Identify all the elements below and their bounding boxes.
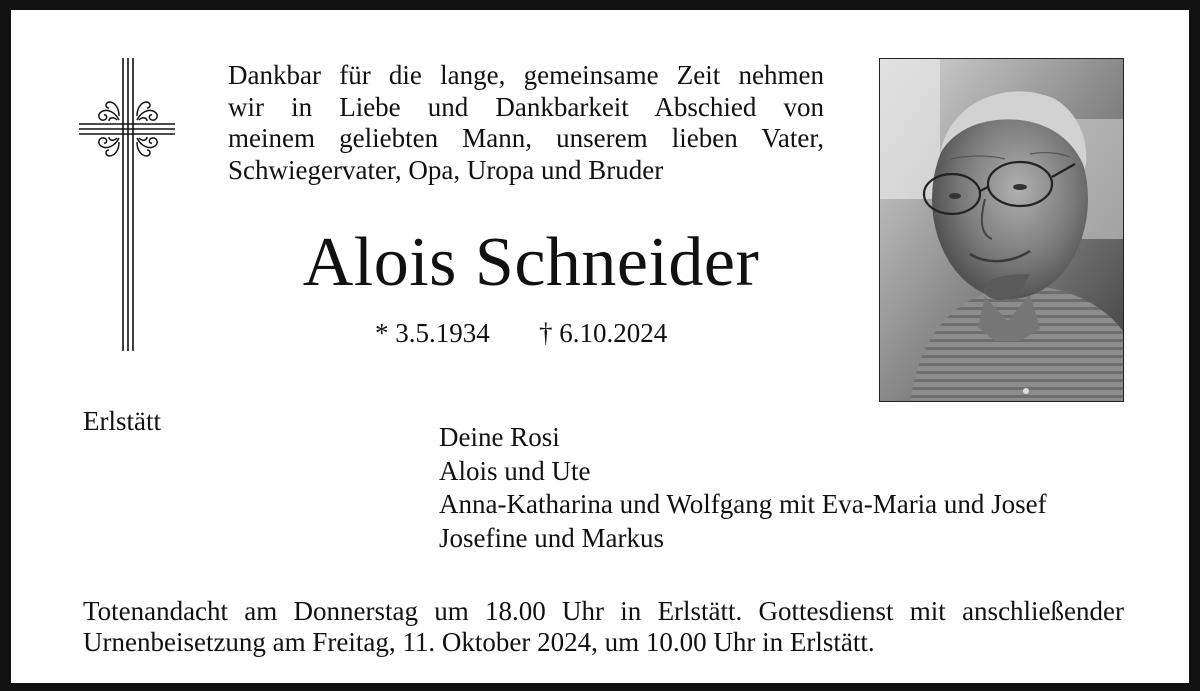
mourner-entry: Anna-Katharina und Wolfgang mit Eva-Maria und Josef: [439, 489, 1047, 519]
intro-line: Schwiegervater, Opa, Uropa und Bruder: [228, 154, 664, 185]
mourners-list: [439, 421, 1047, 555]
service-announcement: [83, 596, 1124, 658]
intro-line: Dankbar für die lange, gemeinsame Zeit nehmen: [228, 60, 824, 90]
mourner-entry: Alois und Ute: [439, 455, 591, 486]
location-label: Erlstätt: [83, 406, 161, 436]
portrait-photo: [879, 58, 1124, 402]
birth-date: * 3.5.1934: [375, 318, 490, 348]
intro-line: wir in Liebe und Dankbarkeit Abschied von: [228, 91, 824, 122]
service-line: Urnenbeisetzung am Freitag, 11. Oktober 2024, um 10.00 Uhr in Erlstätt.: [83, 627, 875, 657]
death-date: † 6.10.2024: [539, 318, 668, 348]
intro-line: meinem geliebten Mann, unserem lieben Vater,: [228, 123, 824, 153]
intro-text: [228, 60, 824, 186]
deceased-name: Alois Schneider: [302, 224, 760, 301]
ornamental-cross-icon: [79, 58, 175, 351]
mourner-entry: Deine Rosi: [439, 422, 560, 452]
service-line: Totenandacht am Donnerstag um 18.00 Uhr in Erlstätt. Gottesdienst mit anschließender: [83, 596, 1124, 626]
mourner-entry: Josefine und Markus: [439, 522, 664, 553]
